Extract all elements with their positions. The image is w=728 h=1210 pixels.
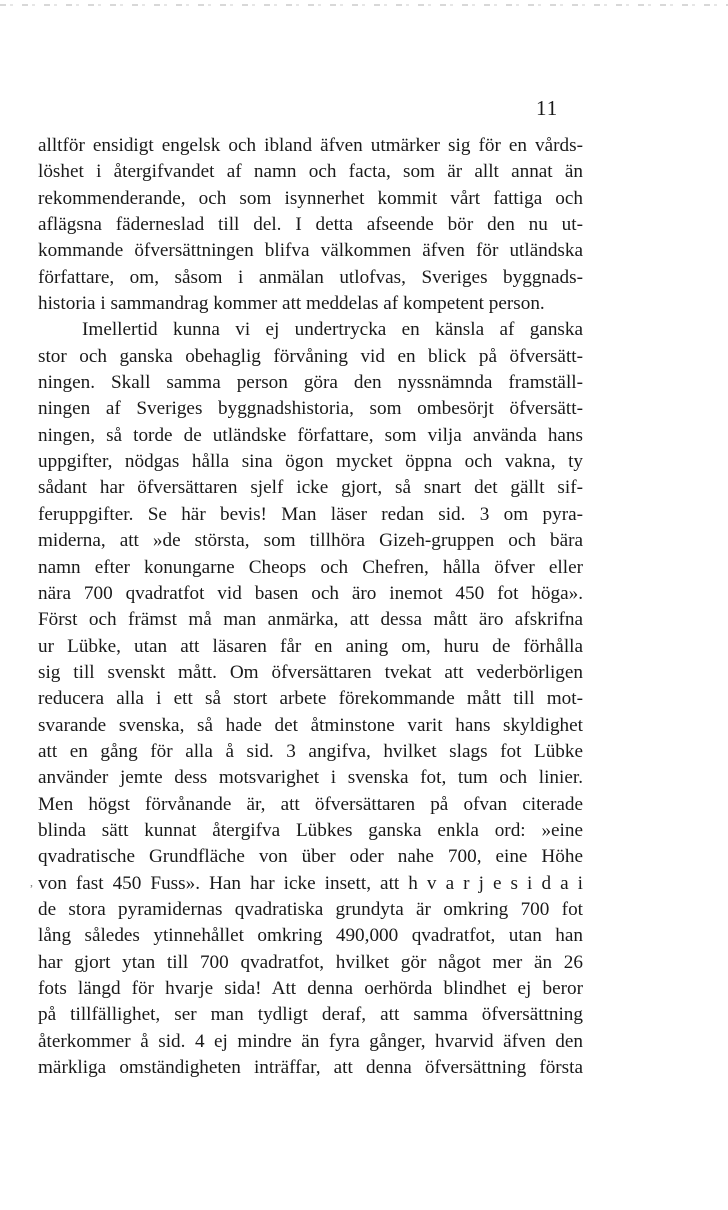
margin-mark: , — [30, 875, 33, 889]
text-line: Imellertid kunna vi ej undertrycka en känsla af ganska — [82, 319, 583, 341]
text-line: feruppgifter. Se här bevis! Man läser redan sid. 3 om pyra- — [38, 503, 583, 525]
text-line: stor och ganska obehaglig förvåning vid en blick på öfversätt- — [38, 345, 583, 367]
text-line: kommande öfversättningen blifva välkommen äfven för utländska — [38, 240, 583, 262]
text-line: ningen. Skall samma person göra den nyssnämnda framställ- — [38, 372, 583, 394]
text-line: ur Lübke, utan att läsaren får en aning om, huru de förhålla — [38, 635, 583, 657]
text-line: använder jemte dess motsvarighet i svenska fot, tum och linier. — [38, 767, 583, 789]
text-line: lång således ytinnehållet omkring 490,000 qvadratfot, utan han — [38, 925, 583, 947]
text-line: rekommenderande, och som isynnerhet kommit vårt fattiga och — [38, 187, 583, 209]
text-line: von fast 450 Fuss». Han har icke insett, att h v a r j e s i d a i — [38, 872, 583, 894]
text-line: alltför ensidigt engelsk och ibland äfven utmärker sig för en vårds- — [38, 135, 583, 156]
text-line: svarande svenska, så hade det åtminstone varit hans skyldighet — [38, 714, 583, 736]
text-line: har gjort ytan till 700 qvadratfot, hvilket gör något mer än 26 — [38, 951, 583, 973]
text-line: reducera alla i ett så stort arbete förekommande mått till mot- — [38, 688, 583, 710]
text-line: sådant har öfversättaren sjelf icke gjort, så snart det gällt sif- — [38, 477, 583, 499]
text-line: ningen af Sveriges byggnadshistoria, som ombesörjt öfversätt- — [38, 398, 583, 420]
text-line: att en gång för alla å sid. 3 angifva, hvilket slags fot Lübke — [38, 740, 583, 762]
scan-edge-rule — [0, 4, 728, 6]
text-line: blinda sätt kunnat återgifva Lübkes ganska enkla ord: »eine — [38, 819, 583, 841]
text-line: återkommer å sid. 4 ej mindre än fyra gånger, hvarvid äfven den — [38, 1030, 583, 1052]
text-line: fots längd för hvarje sida! Att denna oerhörda blindhet ej beror — [38, 978, 583, 999]
text-line: uppgifter, nödgas hålla sina ögon mycket öppna och vakna, ty — [38, 451, 583, 473]
text-line: författare, om, såsom i anmälan utlofvas, Sveriges byggnads- — [38, 266, 583, 288]
text-line: de stora pyramidernas qvadratiska grundyta är omkring 700 fot — [38, 898, 583, 920]
text-line: miderna, att »de största, som tillhöra Gizeh-gruppen och bära — [38, 530, 583, 552]
text-line: ningen, så torde de utländske författare, som vilja använda hans — [38, 424, 583, 446]
text-line: sig till svenskt mått. Om öfversättaren tvekat att vederbörligen — [38, 661, 583, 683]
text-line: på tillfällighet, ser man tydligt deraf, att samma öfversättning — [38, 1004, 583, 1026]
text-line: qvadratische Grundfläche von über oder nahe 700, eine Höhe — [38, 846, 583, 868]
page-number: 11 — [536, 96, 559, 120]
text-line: nära 700 qvadratfot vid basen och äro inemot 450 fot höga». — [38, 582, 583, 604]
text-line: löshet i återgifvandet af namn och facta, som är allt annat än — [38, 161, 583, 183]
text-line: namn efter konungarne Cheops och Chefren, hålla öfver eller — [38, 556, 583, 578]
text-line: historia i sammandrag kommer att meddelas af kompetent person. — [38, 293, 545, 315]
body-text — [38, 133, 583, 1081]
text-line: märkliga omständigheten inträffar, att denna öfversättning första — [38, 1057, 583, 1079]
text-line: Men högst förvånande är, att öfversättaren på ofvan citerade — [38, 793, 583, 815]
text-line: aflägsna fäderneslad till del. I detta afseende bör den nu ut- — [38, 214, 583, 236]
text-line: Först och främst må man anmärka, att dessa mått äro afskrifna — [38, 609, 583, 631]
